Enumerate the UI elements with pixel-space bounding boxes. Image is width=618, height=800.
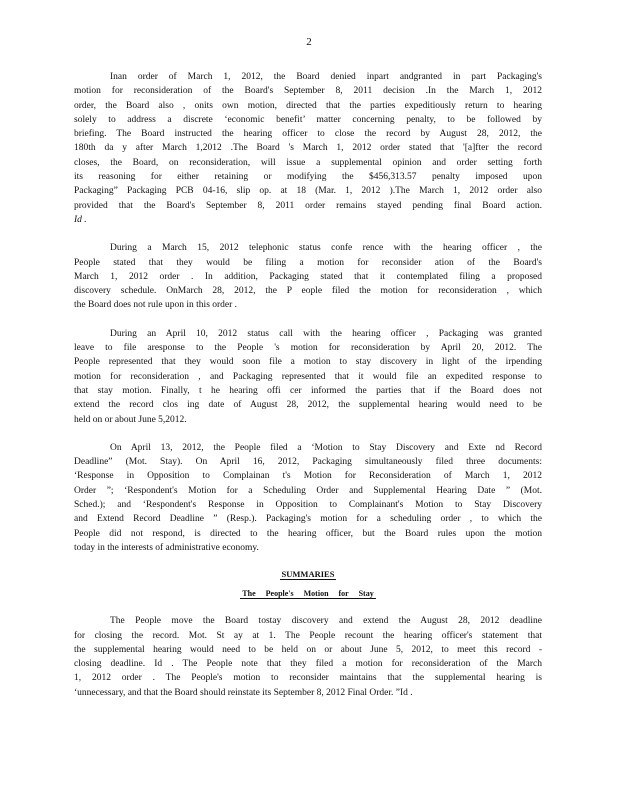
text-line: motion for reconsideration , and Packaging represented that it would file an expedited response to <box>74 371 542 382</box>
text-line: People stated that they would be filing a motion for reconsider ation of the Board's <box>74 257 542 268</box>
text-line: The People move the Board tostay discovery and extend the August 28, 2012 deadline <box>110 616 542 627</box>
text-line: held on or about June 5,2012. <box>74 414 187 425</box>
text-line: Deadline” (Mot. Stay). On April 16, 2012, Packaging simultaneously filed three documents: <box>74 457 542 468</box>
text-line: for closing the record. Mot. St ay at 1. The People recount the hearing officer's statement that <box>74 630 542 641</box>
subsection-heading <box>74 589 542 598</box>
text-line: March 1, 2012 order . In addition, Packaging stated that it contemplated filing a proposed <box>74 271 542 282</box>
paragraph-march-order <box>74 70 542 227</box>
text-line: closes, the Board, on reconsideration, will issue a supplemental opinion and order setting forth <box>74 157 542 168</box>
text-line: provided that the Board's September 8, 2011 order remains stayed pending final Board action. <box>74 200 542 211</box>
paragraph-status-call <box>74 327 542 427</box>
paragraph-telephonic-conference <box>74 241 542 312</box>
text-line: leave to file aresponse to the People 's motion for reconsideration by April 20, 2012. The <box>74 343 542 354</box>
text-line: the supplemental hearing would need to be held on or about June 5, 2012, to meet this record - <box>74 644 542 655</box>
text-line: ‘unnecessary, and that the Board should reinstate its September 8, 2012 Final Order. ”Id . <box>74 687 413 698</box>
text-line: order, the Board also , onits own motion, directed that the parties expeditiously return to hearing <box>74 100 542 111</box>
text-line: and Extend Record Deadline ” (Resp.). Packaging's motion for a scheduling order , to which the <box>74 514 542 525</box>
text-line: solely to address a discrete ‘economic benefit’ matter concerning penalty, to be followed by <box>74 114 542 125</box>
paragraph-peoples-motion <box>74 614 542 700</box>
text-line: that stay motion. Finally, t he hearing offi cer informed the parties that if the Board does not <box>74 385 542 396</box>
text-line: During a March 15, 2012 telephonic status confe rence with the hearing officer , the <box>110 243 542 254</box>
text-line: People did not respond, is directed to the hearing officer, but the Board rules upon the motion <box>74 528 542 539</box>
text-line: briefing. The Board instructed the hearing officer to close the record by August 28, 2012, the <box>74 129 542 140</box>
text-line: Packaging” Packaging PCB 04-16, slip op. at 18 (Mar. 1, 2012 ).The March 1, 2012 order also <box>74 186 542 197</box>
text-line: During an April 10, 2012 status call with the hearing officer , Packaging was granted <box>110 328 542 339</box>
text-line: Inan order of March 1, 2012, the Board denied inpart andgranted in part Packaging's <box>110 72 542 82</box>
section-heading <box>74 569 542 579</box>
text-line: motion for reconsideration of the Board's September 8, 2011 decision .In the March 1, 2012 <box>74 86 542 97</box>
text-line: On April 13, 2012, the People filed a ‘Motion to Stay Discovery and Exte nd Record <box>110 442 542 453</box>
text-line: Id . <box>74 214 87 225</box>
page-number: 2 <box>306 36 312 48</box>
text-line: Sched.); and ‘Respondent's Response in Opposition to Complainant's Motion to Stay Discovery <box>74 500 542 511</box>
text-line: People represented that they would soon file a motion to stay discovery in light of the irpending <box>74 357 542 368</box>
text-line: closing deadline. Id . The People note that they filed a motion for reconsideration of the March <box>74 659 542 670</box>
text-line: its reasoning for either retaining or modifying the $456,313.57 penalty imposed upon <box>74 172 542 183</box>
subheading-peoples-motion: The People's Motion for Stay <box>242 589 374 599</box>
document-body <box>74 70 542 714</box>
text-line: today in the interests of administrative economy. <box>74 542 259 553</box>
heading-summaries: SUMMARIES <box>281 569 335 580</box>
text-line: 1, 2012 order . The People's motion to reconsider maintains that the supplemental hearing is <box>74 673 542 684</box>
text-line: 180th da y after March 1,2012 .The Board 's March 1, 2012 order stated that '[a]fter the record <box>74 143 542 154</box>
text-line: extend the record clos ing date of August 28, 2012, the supplemental hearing would need to be <box>74 400 542 411</box>
text-line: ‘Response in Opposition to Complainan t's Motion for Reconsideration of March 1, 2012 <box>74 471 542 482</box>
text-line: discovery schedule. OnMarch 28, 2012, the P eople filed the motion for reconsideration , which <box>74 286 542 297</box>
paragraph-motions-filed <box>74 441 542 555</box>
text-line: the Board does not rule upon in this order . <box>74 300 238 311</box>
text-line: Order ”; ‘Respondent's Motion for a Scheduling Order and Supplemental Hearing Date ” (Mot. <box>74 485 542 496</box>
